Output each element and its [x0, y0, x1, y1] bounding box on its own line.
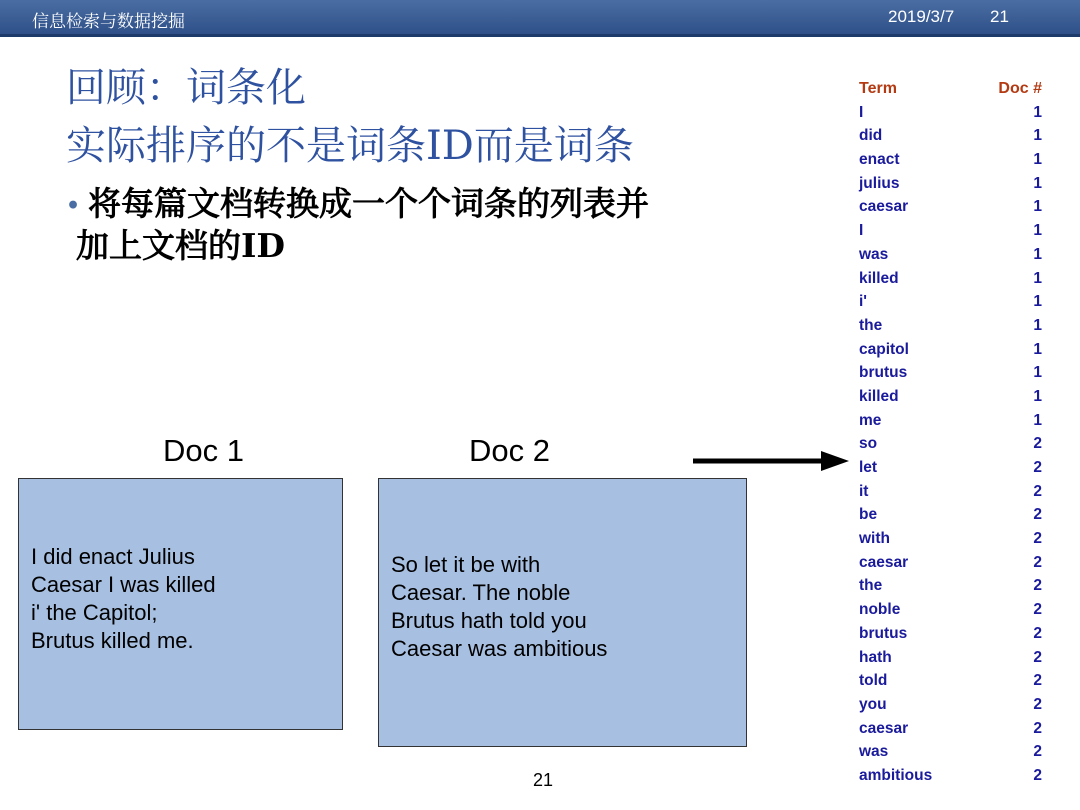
term-doc-table [843, 80, 1048, 791]
table-row [843, 435, 1048, 459]
table-row [843, 364, 1048, 388]
table-row [843, 317, 1048, 341]
term-cell: I [859, 103, 864, 121]
doc-id-cell: 2 [1033, 601, 1042, 619]
doc2-line: Brutus hath told you [391, 608, 587, 633]
doc-id-cell: 2 [1033, 648, 1042, 666]
doc-id-cell: 1 [1033, 222, 1042, 240]
term-cell: julius [859, 174, 900, 192]
term-cell: hath [859, 648, 892, 666]
table-row [843, 198, 1048, 222]
doc-id-cell: 2 [1033, 530, 1042, 548]
table-row [843, 696, 1048, 720]
term-cell: told [859, 672, 888, 690]
table-row [843, 554, 1048, 578]
term-cell: did [859, 127, 883, 145]
doc1-line: Brutus killed me. [31, 628, 194, 653]
bullet-text-line1: 将每篇文档转换成一个个词条的列表并 [88, 184, 649, 223]
term-cell: killed [859, 269, 899, 287]
table-row [843, 388, 1048, 412]
doc2-text [391, 551, 607, 663]
term-cell: was [859, 743, 889, 761]
doc1-line: i' the Capitol; [31, 600, 158, 625]
header-doc: Doc # [998, 80, 1042, 97]
table-row [843, 127, 1048, 151]
term-cell: you [859, 695, 887, 713]
term-cell: capitol [859, 340, 909, 358]
doc-id-cell: 1 [1033, 151, 1042, 169]
table-row [843, 246, 1048, 270]
doc-id-cell: 1 [1033, 198, 1042, 216]
doc-id-cell: 2 [1033, 482, 1042, 500]
term-cell: caesar [859, 198, 909, 216]
table-header-row [843, 80, 1048, 104]
doc-id-cell: 2 [1033, 459, 1042, 476]
doc-id-cell: 1 [1033, 245, 1042, 263]
doc2-box [378, 478, 747, 747]
term-cell: it [859, 482, 869, 500]
table-row [843, 577, 1048, 601]
table-row [843, 483, 1048, 507]
doc1-line: I did enact Julius [31, 544, 195, 569]
term-cell: caesar [859, 719, 909, 737]
table-row [843, 175, 1048, 199]
doc-id-cell: 1 [1033, 127, 1042, 145]
term-cell: the [859, 577, 883, 595]
bullet-dot-icon: • [66, 193, 81, 219]
slide-title-line1: 回顾：词条化 [66, 65, 306, 111]
table-row [843, 530, 1048, 554]
slide-title-line2: 实际排序的不是词条ID而是词条 [66, 123, 634, 169]
doc-id-cell: 2 [1033, 553, 1042, 571]
term-cell: ambitious [859, 766, 933, 784]
table-row [843, 672, 1048, 696]
doc-id-cell: 2 [1033, 672, 1042, 690]
table-row [843, 601, 1048, 625]
term-cell: killed [859, 387, 899, 405]
doc-id-cell: 2 [1033, 743, 1042, 761]
table-row [843, 625, 1048, 649]
header-term: Term [859, 80, 897, 97]
doc-id-cell: 2 [1033, 435, 1042, 453]
slide-date: 2019/3/7 [888, 7, 955, 26]
doc1-label: Doc 1 [163, 433, 244, 468]
term-cell: me [859, 411, 882, 429]
doc-id-cell: 1 [1033, 411, 1042, 429]
table-row [843, 767, 1048, 791]
footer-page-number: 21 [533, 770, 554, 790]
header-bar [0, 0, 1080, 37]
doc-id-cell: 2 [1033, 577, 1042, 595]
term-cell: be [859, 506, 878, 524]
table-row [843, 720, 1048, 744]
table-row [843, 649, 1048, 673]
doc-id-cell: 2 [1033, 719, 1042, 737]
table-row [843, 104, 1048, 128]
table-row [843, 151, 1048, 175]
table-row [843, 506, 1048, 530]
table-row [843, 293, 1048, 317]
doc2-label: Doc 2 [469, 433, 550, 468]
doc1-line: Caesar I was killed [31, 572, 216, 597]
term-cell: I [859, 222, 864, 240]
doc-id-cell: 1 [1033, 293, 1042, 311]
doc-id-cell: 1 [1033, 103, 1042, 121]
term-cell: was [859, 245, 889, 263]
doc-id-cell: 2 [1033, 695, 1042, 713]
table-row [843, 270, 1048, 294]
term-cell: brutus [859, 624, 908, 642]
doc2-line: So let it be with [391, 552, 541, 577]
table-row [843, 222, 1048, 246]
term-cell: let [859, 459, 878, 476]
term-cell: brutus [859, 364, 908, 382]
doc-id-cell: 1 [1033, 387, 1042, 405]
table-row [843, 341, 1048, 365]
doc2-line: Caesar was ambitious [391, 636, 608, 661]
doc-id-cell: 2 [1033, 624, 1042, 642]
arrow-right-icon [693, 448, 853, 474]
course-title: 信息检索与数据挖掘 [32, 12, 185, 32]
doc-id-cell: 1 [1033, 316, 1042, 334]
doc1-box [18, 478, 343, 730]
term-cell: so [859, 435, 878, 453]
term-cell: i' [859, 293, 867, 311]
table-row [843, 412, 1048, 436]
table-body [843, 104, 1048, 791]
table-row [843, 743, 1048, 767]
table-row [843, 459, 1048, 483]
doc-id-cell: 2 [1033, 766, 1042, 784]
doc-id-cell: 1 [1033, 269, 1042, 287]
doc2-line: Caesar. The noble [391, 580, 571, 605]
term-cell: the [859, 316, 883, 334]
doc-id-cell: 1 [1033, 364, 1042, 382]
doc1-text [31, 543, 216, 655]
term-cell: enact [859, 151, 900, 169]
header-page-number: 21 [990, 7, 1009, 26]
bullet-text-line2: 加上文档的ID [76, 226, 286, 265]
term-cell: caesar [859, 553, 909, 571]
doc-id-cell: 1 [1033, 340, 1042, 358]
term-cell: noble [859, 601, 901, 619]
doc-id-cell: 1 [1033, 174, 1042, 192]
term-cell: with [859, 530, 890, 548]
doc-id-cell: 2 [1033, 506, 1042, 524]
